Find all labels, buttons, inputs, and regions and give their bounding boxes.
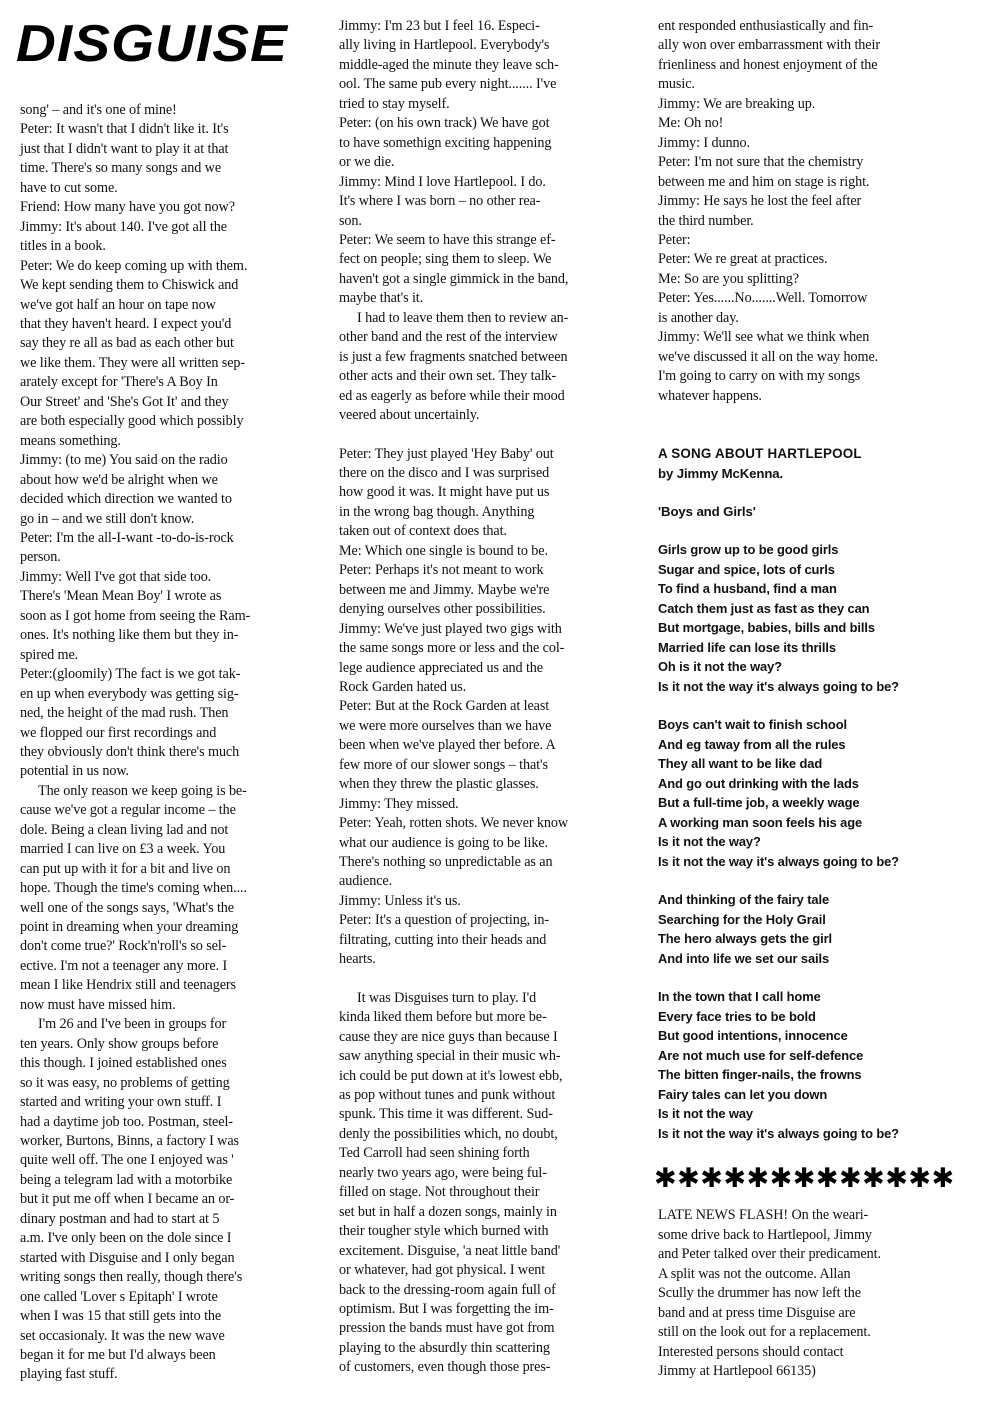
text-line: optimism. But I was forgetting the im- — [339, 1301, 554, 1317]
text-line: Jimmy: (to me) You said on the radio — [20, 452, 228, 469]
text-line: their tougher style which burned with — [339, 1223, 549, 1240]
lyric-line: Fairy tales can let you down — [658, 1086, 828, 1102]
text-line: Jimmy: I'm 23 but I feel 16. Especi- — [339, 18, 540, 34]
paragraph — [20, 568, 305, 665]
news-line: still on the look out for a replacement. — [658, 1324, 871, 1341]
paragraph — [339, 231, 631, 309]
paragraph — [20, 1015, 305, 1385]
song-title: 'Boys and Girls' — [658, 503, 756, 519]
text-line: married I can live on £3 a week. You — [20, 841, 226, 858]
text-line: started with Disguise and I only began — [20, 1249, 235, 1266]
text-line: audience. — [339, 873, 393, 890]
text-line: the same songs more or less and the col- — [339, 640, 565, 657]
paragraph — [658, 95, 958, 114]
text-line: arately except for 'There's A Boy In — [20, 374, 218, 391]
text-line: can put up with it for a bit and live on — [20, 860, 231, 877]
text-line: a.m. I've only been on the dole since I — [20, 1230, 232, 1247]
column-3 — [654, 17, 958, 1382]
text-line: we've got half an hour on tape now — [20, 296, 216, 313]
lyric-line: The bitten finger-nails, the frowns — [658, 1067, 862, 1083]
text-line: ool. The same pub every night....... I've — [339, 76, 557, 93]
text-line: or whatever, had got physical. I went — [339, 1262, 546, 1279]
lyric-line: But good intentions, innocence — [658, 1028, 848, 1044]
song-byline: by Jimmy McKenna. — [658, 465, 784, 481]
text-line: filled on stage. Not throughout their — [339, 1184, 540, 1201]
text-line: point in dreaming when your dreaming — [20, 919, 239, 936]
text-line: the third number. — [658, 212, 754, 229]
text-line: few more of our slower songs – that's — [339, 756, 548, 773]
text-line: but it put me off when I became an or- — [20, 1191, 235, 1208]
text-line: there on the disco and I was surprised — [339, 464, 550, 481]
text-line: I'm going to carry on with my songs — [658, 368, 860, 385]
lyric-line: Is it not the way — [658, 1106, 753, 1122]
text-line: how good it was. It might have put us — [339, 484, 550, 501]
lyric-line: Oh is it not the way? — [658, 659, 782, 675]
text-line: Peter: Perhaps it's not meant to work — [339, 562, 544, 579]
text-line: cause they are nice guys than because I — [339, 1028, 558, 1045]
text-line: as pop without tunes and punk without — [339, 1087, 556, 1104]
text-line: hearts. — [339, 951, 376, 968]
news-line: Jimmy at Hartlepool 66135) — [658, 1363, 816, 1380]
lyric-line: The hero always gets the girl — [658, 931, 833, 947]
text-line: whatever happens. — [658, 387, 762, 404]
lyric-line: And thinking of the fairy tale — [658, 892, 830, 908]
news-line: Interested persons should contact — [658, 1343, 844, 1360]
text-line: Our Street' and 'She's Got It' and they — [20, 393, 229, 410]
text-line: quite well off. The one I enjoyed was ' — [20, 1152, 234, 1169]
lyric-line: And go out drinking with the lads — [658, 775, 859, 791]
text-line: Peter: Yes......No.......Well. Tomorrow — [658, 290, 868, 307]
text-line: set occasionaly. It was the new wave — [20, 1327, 225, 1344]
text-line: between me and Jimmy. Maybe we're — [339, 581, 550, 598]
text-line: nearly two years ago, were being ful- — [339, 1164, 547, 1181]
text-line: Peter: We re great at practices. — [658, 251, 828, 268]
text-line: Peter: — [658, 231, 691, 248]
text-line: Peter: We do keep coming up with them. — [20, 257, 248, 274]
paragraph — [339, 795, 631, 814]
text-line: we were more ourselves than we have — [339, 717, 552, 734]
text-line: Me: So are you splitting? — [658, 270, 799, 287]
lyric-line: Is it not the way it's always going to be? — [658, 1125, 899, 1141]
news-line: band and at press time Disguise are — [658, 1304, 856, 1321]
text-line: being a telegram lad with a motorbike — [20, 1171, 233, 1188]
lyric-line: Sugar and spice, lots of curls — [658, 561, 835, 577]
text-line: en up when everybody was getting sig- — [20, 685, 239, 702]
paragraph — [20, 665, 305, 782]
paragraph — [20, 218, 305, 257]
lyric-line: Girls grow up to be good girls — [658, 542, 839, 558]
paragraph — [658, 250, 958, 269]
lyric-line: Married life can lose its thrills — [658, 639, 836, 655]
text-line: Ted Carroll had seen shining forth — [339, 1145, 530, 1162]
paragraph — [339, 697, 631, 794]
text-line: Peter:(gloomily) The fact is we got tak- — [20, 666, 241, 683]
paragraph — [339, 17, 631, 114]
text-line: maybe that's it. — [339, 290, 424, 307]
lyric-line: But a full-time job, a weekly wage — [658, 795, 860, 811]
column-1 — [20, 101, 305, 1385]
text-line: writing songs then really, though there's — [20, 1269, 243, 1286]
news-line: some drive back to Hartlepool, Jimmy — [658, 1226, 872, 1243]
paragraph — [339, 814, 631, 892]
text-line: Jimmy: We've just played two gigs with — [339, 620, 562, 637]
lyric-line: Every face tries to be bold — [658, 1008, 816, 1024]
text-line: Jimmy: We are breaking up. — [658, 95, 816, 112]
paragraph — [339, 892, 631, 911]
lyric-line: And eg taway from all the rules — [658, 736, 846, 752]
lyric-line: To find a husband, find a man — [658, 581, 837, 597]
news-line: A split was not the outcome. Allan — [658, 1265, 851, 1282]
text-line: haven't got a single gimmick in the band, — [339, 270, 569, 287]
paragraph — [339, 309, 631, 426]
text-line: tried to stay myself. — [339, 95, 450, 112]
lyric-line: Searching for the Holy Grail — [658, 911, 826, 927]
text-line: just that I didn't want to play it at that — [20, 140, 229, 157]
paragraph — [20, 451, 305, 529]
paragraph — [20, 101, 305, 120]
text-line: hope. Though the time's coming when.... — [20, 880, 247, 897]
text-line: go in – and we still don't know. — [20, 510, 195, 527]
text-line: set but in half a dozen songs, mainly in — [339, 1203, 557, 1220]
text-line: saw anything special in their music wh- — [339, 1048, 561, 1065]
text-line: Peter: Yeah, rotten shots. We never know — [339, 815, 569, 832]
text-line: Jimmy: Unless it's us. — [339, 892, 461, 909]
text-line: Peter: It's a question of projecting, in- — [339, 912, 550, 929]
text-line: spunk. This time it was different. Sud- — [339, 1106, 553, 1123]
paragraph — [339, 620, 631, 698]
text-line: Peter: (on his own track) We have got — [339, 115, 550, 132]
paragraph — [658, 17, 958, 95]
song-verse — [658, 540, 958, 696]
text-line: ally living in Hartlepool. Everybody's — [339, 37, 550, 54]
text-line: soon as I got home from seeing the Ram- — [20, 607, 251, 624]
text-line: started and writing your own stuff. I — [20, 1094, 222, 1111]
text-line: Jimmy: Mind I love Hartlepool. I do. — [339, 173, 546, 190]
text-line: Jimmy: He says he lost the feel after — [658, 193, 862, 210]
paragraph — [20, 120, 305, 198]
text-line: Jimmy: It's about 140. I've got all the — [20, 218, 227, 235]
paragraph — [339, 173, 631, 231]
paragraph — [339, 445, 631, 542]
text-line: veered about uncertainly. — [339, 407, 480, 424]
lyric-line: A working man soon feels his age — [658, 814, 863, 830]
text-line: potential in us now. — [20, 763, 129, 780]
paragraph — [658, 270, 958, 289]
text-line: time. There's so many songs and we — [20, 160, 222, 177]
text-line: means something. — [20, 432, 121, 449]
lyric-line: But mortgage, babies, bills and bills — [658, 620, 875, 636]
text-line: one called 'Lover s Epitaph' I wrote — [20, 1288, 218, 1305]
paragraph — [20, 198, 305, 217]
text-line: Jimmy: I dunno. — [658, 134, 750, 151]
interview-ending — [658, 17, 958, 406]
text-line: There's nothing so unpredictable as an — [339, 854, 553, 871]
text-line: It was Disguises turn to play. I'd — [357, 989, 537, 1006]
text-line: had a daytime job too. Postman, steel- — [20, 1113, 233, 1130]
text-line: middle-aged the minute they leave sch- — [339, 56, 559, 73]
lyric-line: Are not much use for self-defence — [658, 1047, 864, 1063]
text-line: when I was 15 that still gets into the — [20, 1308, 222, 1325]
paragraph — [339, 114, 631, 172]
text-line: between me and him on stage is right. — [658, 173, 870, 190]
lyric-line: Is it not the way it's always going to be? — [658, 678, 899, 694]
news-line: Scully the drummer has now left the — [658, 1285, 861, 1302]
text-line: we like them. They were all written sep- — [20, 354, 246, 371]
paragraph — [658, 231, 958, 250]
text-line: about how we'd be alright when we — [20, 471, 218, 488]
text-line: Peter: But at the Rock Garden at least — [339, 698, 550, 715]
lyric-line: Boys can't wait to finish school — [658, 717, 847, 733]
lyric-line: Is it not the way it's always going to be? — [658, 853, 899, 869]
text-line: Jimmy: We'll see what we think when — [658, 329, 870, 346]
text-line: song' – and it's one of mine! — [20, 102, 177, 118]
text-line: ective. I'm not a teenager any more. I — [20, 957, 228, 974]
text-line: that they haven't heard. I expect you'd — [20, 315, 232, 332]
text-line: ich could be put down at it's lowest ebb, — [339, 1067, 563, 1084]
text-line: back to the dressing-room again full of — [339, 1281, 556, 1298]
text-line: I'm 26 and I've been in groups for — [38, 1016, 227, 1033]
text-line: Me: Which one single is bound to be. — [339, 542, 548, 559]
paragraph — [339, 911, 631, 969]
text-line: frienliness and honest enjoyment of the — [658, 56, 878, 73]
news-line: LATE NEWS FLASH! On the weari- — [658, 1207, 869, 1224]
text-line: of customers, even though those pres- — [339, 1359, 551, 1376]
song-lyrics — [658, 540, 958, 1143]
lyric-line: Catch them just as fast as they can — [658, 600, 870, 616]
text-line: cause we've got a regular income – the — [20, 802, 236, 819]
text-line: or we die. — [339, 154, 395, 171]
text-line: other band and the rest of the interview — [339, 329, 558, 346]
text-line: Friend: How many have you got now? — [20, 199, 235, 216]
text-line: they obviously don't think there's much — [20, 743, 240, 760]
text-line: There's 'Mean Mean Boy' I wrote as — [20, 588, 222, 605]
lyric-line: In the town that I call home — [658, 989, 821, 1005]
text-line: fect on people; sing them to sleep. We — [339, 251, 552, 268]
text-line: now must have missed him. — [20, 996, 176, 1013]
text-line: ent responded enthusiastically and fin- — [658, 18, 874, 34]
paragraph — [339, 542, 631, 561]
text-line: say they re all as bad as each other but — [20, 335, 234, 352]
news-line: and Peter talked over their predicament. — [658, 1246, 881, 1263]
text-line: what our audience is going to be like. — [339, 834, 548, 851]
text-line: lege audience appreciated us and the — [339, 659, 543, 676]
text-line: Peter: I'm not sure that the chemistry — [658, 154, 864, 171]
text-line: been when we've played ther before. A — [339, 737, 556, 754]
text-line: ally won over embarrassment with their — [658, 37, 880, 54]
text-line: so it was easy, no problems of getting — [20, 1074, 230, 1091]
text-line: don't come true?' Rock'n'roll's so sel- — [20, 938, 227, 955]
paragraph — [658, 192, 958, 231]
text-line: ten years. Only show groups before — [20, 1035, 219, 1052]
text-line: dole. Being a clean living lad and not — [20, 821, 229, 838]
text-line: music. — [658, 76, 695, 93]
text-line: when they threw the plastic glasses. — [339, 776, 539, 793]
text-line: filtrating, cutting into their heads and — [339, 931, 547, 948]
paragraph — [20, 257, 305, 452]
text-line: ed as eagerly as before while their mood — [339, 387, 565, 404]
text-line: taken out of context does that. — [339, 523, 507, 540]
text-line: to have somethign exciting happening — [339, 134, 552, 151]
text-line: excitement. Disguise, 'a neat little band' — [339, 1242, 561, 1259]
text-line: ones. It's nothing like them but they in- — [20, 627, 239, 644]
text-line: Peter: They just played 'Hey Baby' out — [339, 445, 554, 462]
text-line: decided which direction we wanted to — [20, 491, 232, 508]
text-line: in the wrong bag though. Anything — [339, 503, 535, 520]
text-line: ned, the height of the mad rush. Then — [20, 705, 229, 722]
text-line: we flopped our first recordings and — [20, 724, 217, 741]
text-line: kinda liked them before but more be- — [339, 1009, 547, 1026]
song-verse — [658, 715, 958, 871]
text-line: is another day. — [658, 309, 739, 326]
text-line: Peter: It wasn't that I didn't like it. It's — [20, 121, 229, 138]
text-line: is just a few fragments snatched between — [339, 348, 568, 365]
paragraph — [658, 114, 958, 133]
paragraph — [658, 328, 958, 406]
text-line: mean I like Hendrix still and teenagers — [20, 977, 236, 994]
text-line: well one of the songs says, 'What's the — [20, 899, 234, 916]
text-line: Jimmy: They missed. — [339, 795, 459, 812]
text-line: I had to leave them then to review an- — [357, 309, 569, 326]
text-line: spired me. — [20, 646, 79, 663]
text-line: playing to the absurdly thin scattering — [339, 1339, 550, 1356]
late-news-flash — [658, 1206, 958, 1381]
paragraph — [658, 289, 958, 328]
text-line: pression the bands must have got from — [339, 1320, 555, 1337]
text-line: we've discussed it all on the way home. — [658, 348, 879, 365]
text-line: The only reason we keep going is be- — [38, 782, 247, 799]
song-verse — [658, 890, 958, 968]
paragraph — [658, 134, 958, 153]
text-line: Peter: I'm the all-I-want -to-do-is-rock — [20, 529, 234, 546]
text-line: son. — [339, 212, 362, 229]
text-line: We kept sending them to Chiswick and — [20, 277, 239, 294]
text-line: Peter: We seem to have this strange ef- — [339, 231, 556, 248]
text-line: worker, Burtons, Binns, a factory I was — [20, 1133, 239, 1150]
text-line: began it for me but I'd always been — [20, 1347, 216, 1363]
text-line: titles in a book. — [20, 238, 106, 255]
song-verse — [658, 987, 958, 1143]
text-line: person. — [20, 549, 61, 566]
song-heading: A SONG ABOUT HARTLEPOOL — [658, 446, 862, 462]
text-line: this though. I joined established ones — [20, 1055, 227, 1072]
column-2 — [339, 17, 631, 1378]
paragraph — [339, 989, 631, 1378]
lyric-line: Is it not the way? — [658, 834, 761, 850]
star-divider: ✱✱✱✱✱✱✱✱✱✱✱✱✱ — [654, 1163, 955, 1195]
lyric-line: They all want to be like dad — [658, 756, 823, 772]
paragraph — [20, 529, 305, 568]
text-line: dinary postman and had to start at 5 — [20, 1210, 220, 1227]
lyric-line: And into life we set our sails — [658, 950, 830, 966]
paragraph — [339, 561, 631, 619]
text-line: It's where I was born – no other rea- — [339, 193, 541, 210]
text-line: denying ourselves other possibilities. — [339, 601, 546, 618]
masthead-title: DISGUISE — [16, 15, 288, 73]
text-line: Me: Oh no! — [658, 115, 724, 132]
text-line: denly the possibilities which, no doubt, — [339, 1125, 558, 1142]
paragraph — [658, 153, 958, 192]
text-line: have to cut some. — [20, 179, 118, 196]
text-line: Rock Garden hated us. — [339, 678, 467, 695]
text-line: playing fast stuff. — [20, 1366, 118, 1383]
paragraph — [20, 782, 305, 1015]
text-line: are both especially good which possibly — [20, 413, 244, 430]
text-line: other acts and their own set. They talk- — [339, 368, 557, 385]
text-line: Jimmy: Well I've got that side too. — [20, 568, 212, 585]
